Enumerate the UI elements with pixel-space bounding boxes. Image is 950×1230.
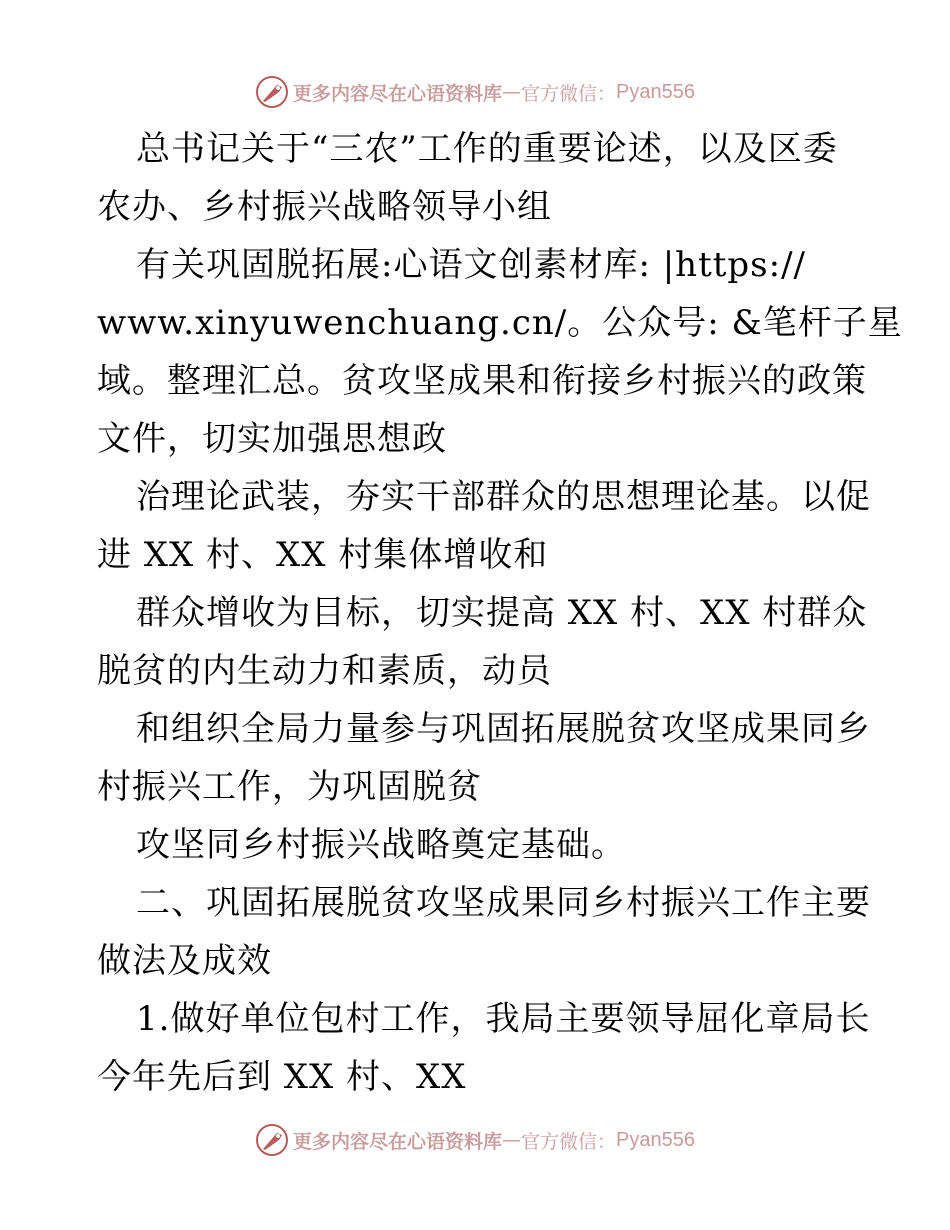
text-line: 域。整理汇总。贫攻坚成果和衔接乡村振兴的政策 xyxy=(97,361,867,401)
banner-slogan: 更多内容尽在心语资料库 xyxy=(293,1130,503,1153)
banner-separator: — xyxy=(502,1129,522,1151)
pen-nib-logo-icon xyxy=(255,75,289,109)
text-line: 攻坚同乡村振兴战略奠定基础。 xyxy=(136,825,626,865)
footer-banner xyxy=(0,1120,950,1160)
text-line: 群众增收为目标，切实提高 XX 村、XX 村群众 xyxy=(136,593,868,633)
text-line: 有关巩固脱拓展:心语文创素材库: |https:// xyxy=(136,245,806,285)
text-line: 农办、乡村振兴战略领导小组 xyxy=(97,187,552,227)
text-line: 做法及成效 xyxy=(97,941,272,981)
text-line: 村振兴工作，为巩固脱贫 xyxy=(97,767,482,807)
banner-wechat-label: 官方微信： xyxy=(521,82,617,105)
banner-wechat-id: Pyan556 xyxy=(616,80,695,103)
banner-wechat-label: 官方微信： xyxy=(521,1130,617,1153)
banner-separator: — xyxy=(502,81,522,103)
text-line: 今年先后到 XX 村、XX xyxy=(97,1057,467,1097)
text-line: 文件，切实加强思想政 xyxy=(97,419,447,459)
text-line: www.xinyuwenchuang.cn/。公众号: &笔杆子星 xyxy=(97,303,903,343)
text-line: 二、巩固拓展脱贫攻坚成果同乡村振兴工作主要 xyxy=(136,883,871,923)
header-banner xyxy=(0,72,950,112)
banner-slogan: 更多内容尽在心语资料库 xyxy=(293,82,503,105)
text-line: 1.做好单位包村工作，我局主要领导屈化章局长 xyxy=(136,999,871,1039)
text-line: 治理论武装，夯实干部群众的思想理论基。以促 xyxy=(136,477,871,517)
text-line: 进 XX 村、XX 村集体增收和 xyxy=(97,535,549,575)
banner-wechat-id: Pyan556 xyxy=(616,1128,695,1151)
pen-nib-logo-icon xyxy=(255,1123,289,1157)
text-line: 和组织全局力量参与巩固拓展脱贫攻坚成果同乡 xyxy=(136,709,871,749)
text-line: 总书记关于“三农”工作的重要论述，以及区委 xyxy=(136,129,838,169)
text-line: 脱贫的内生动力和素质，动员 xyxy=(97,651,552,691)
document-body xyxy=(97,120,903,1106)
